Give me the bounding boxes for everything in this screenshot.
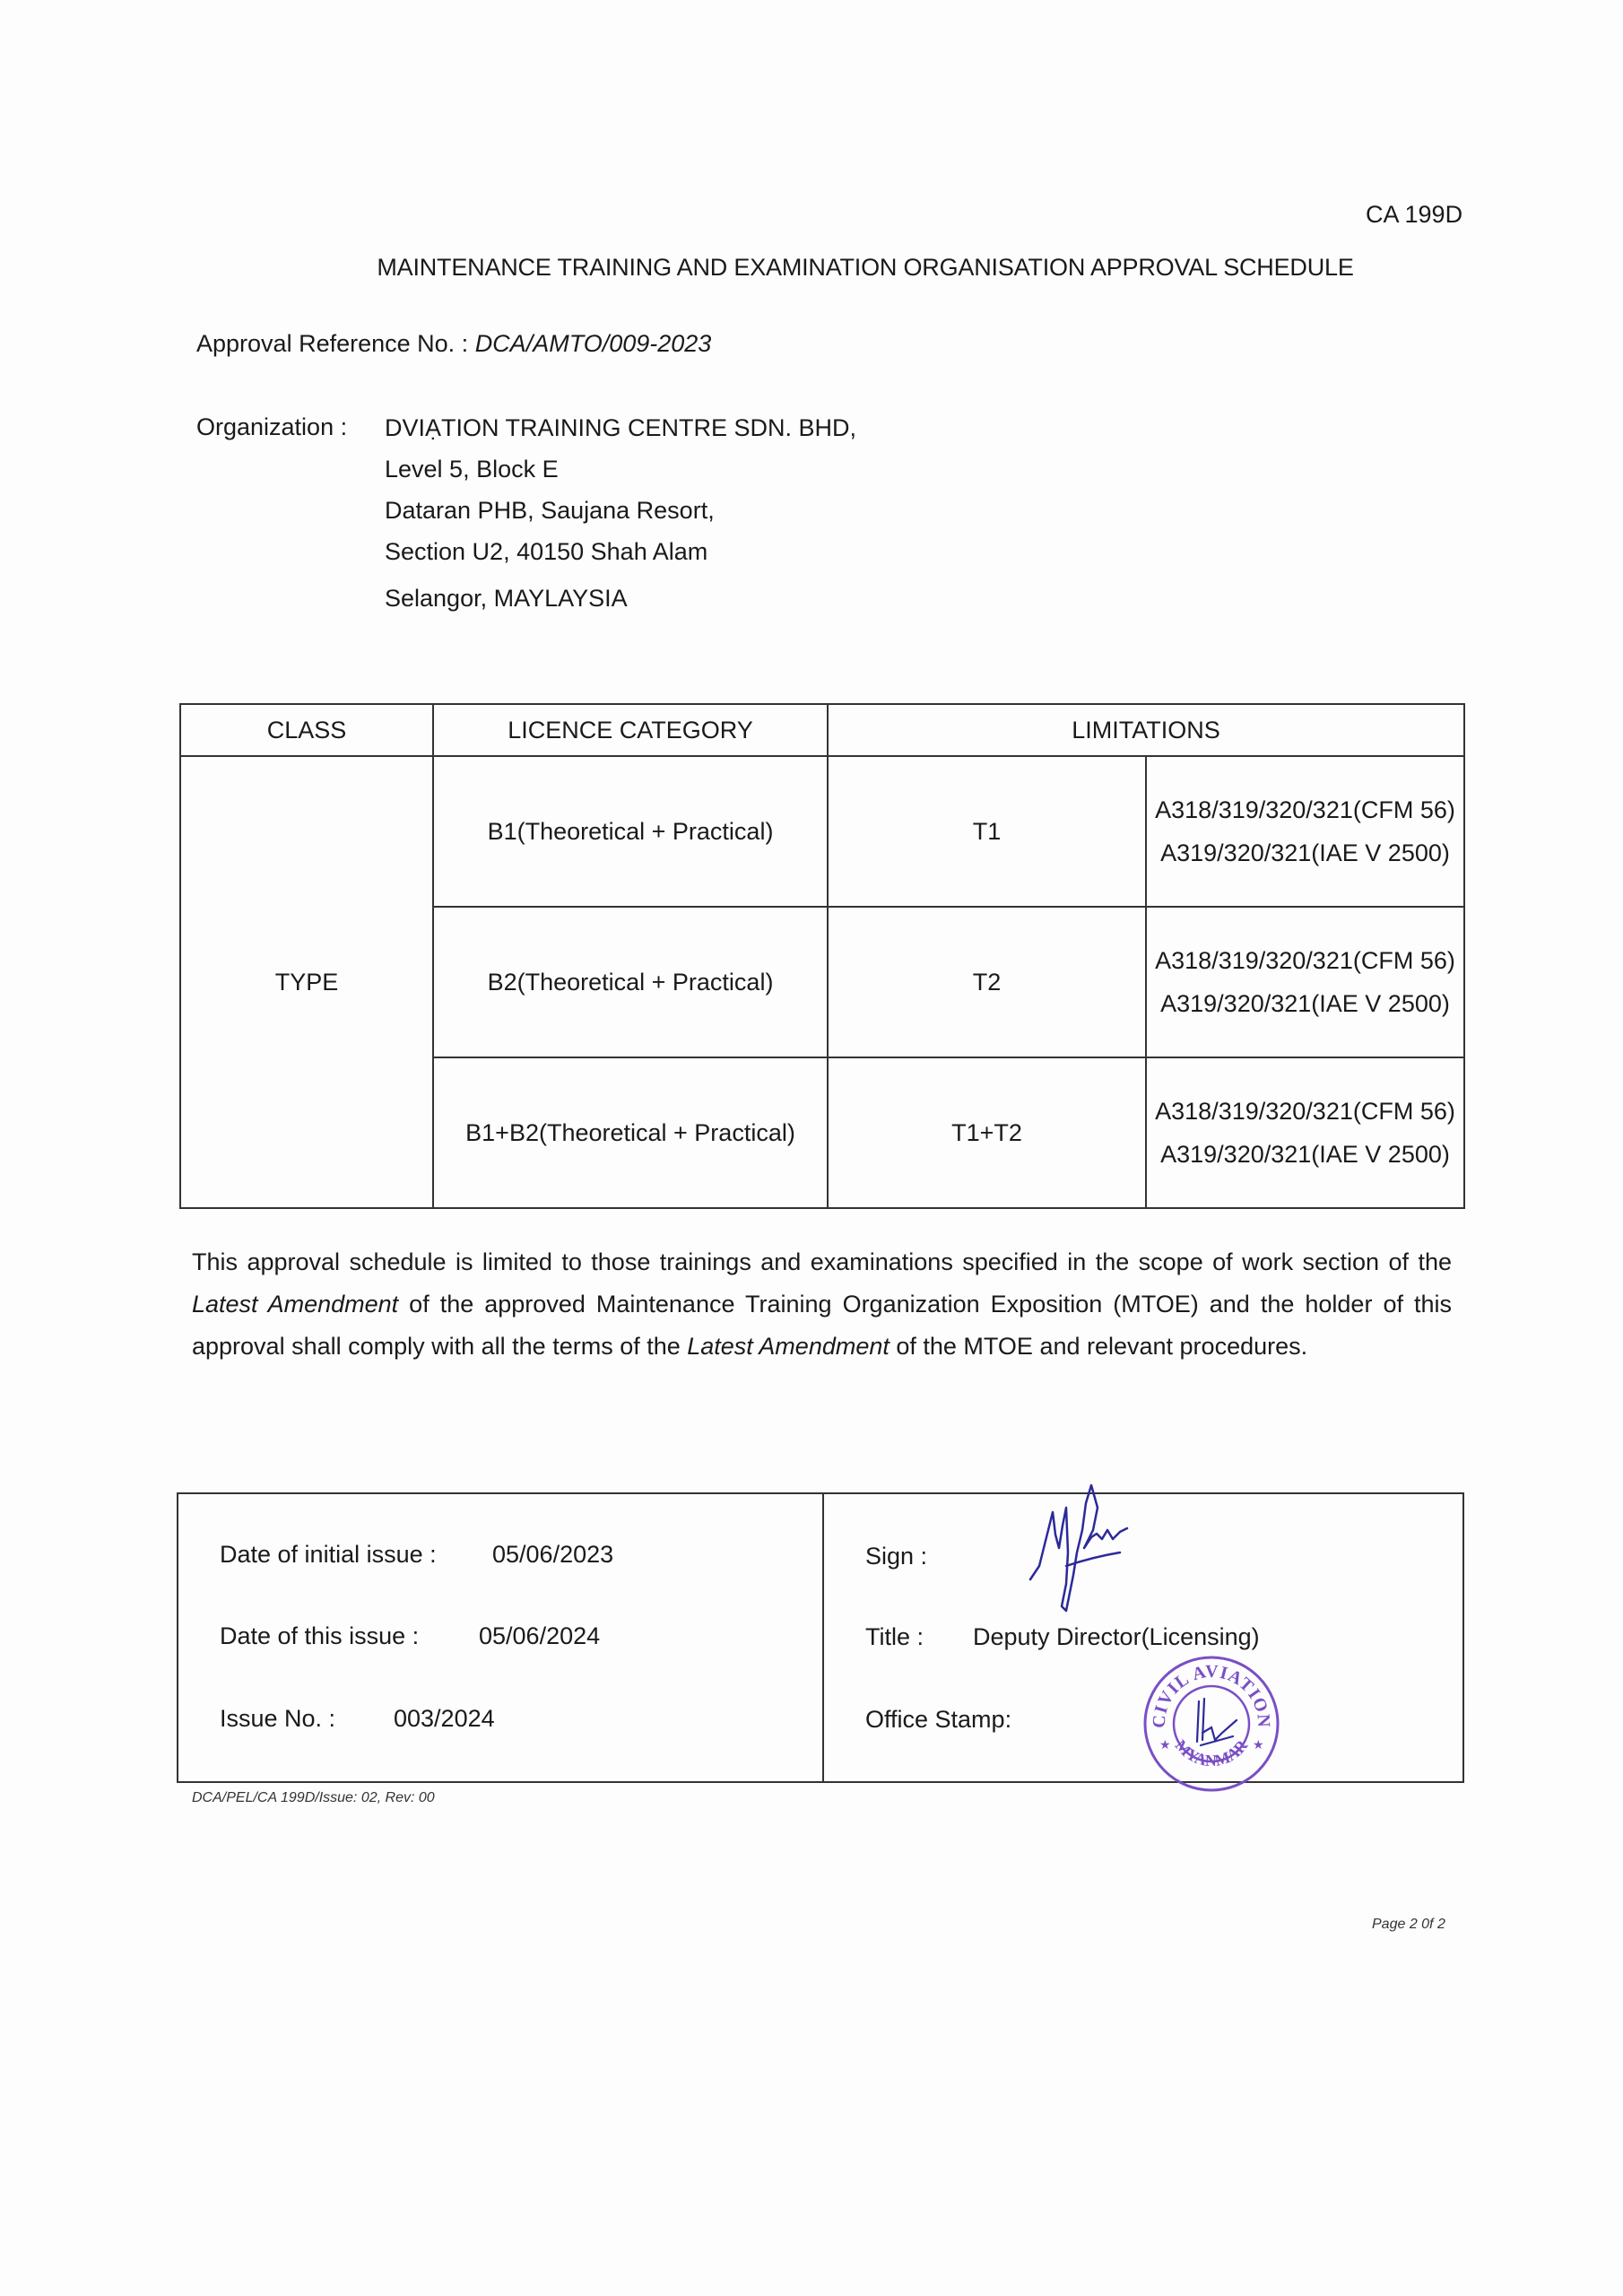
limitation-line: A318/319/320/321(CFM 56) [1155, 796, 1455, 823]
approval-reference-label: Approval Reference No. : [196, 330, 469, 357]
svg-text:★: ★ [1253, 1737, 1264, 1752]
limitations-cell [1146, 1057, 1464, 1208]
address-line: Section U2, 40150 Shah Alam [385, 538, 708, 565]
title-label: Title : [865, 1623, 924, 1650]
sign-label: Sign : [865, 1543, 928, 1570]
limitation-line: A319/320/321(IAE V 2500) [1160, 839, 1450, 866]
paragraph-text: This approval schedule is limited to those trainings and examinations specified in the scope of work section of the [192, 1248, 1452, 1275]
category-cell: B2(Theoretical + Practical) [433, 907, 828, 1057]
issue-no-label: Issue No. : [220, 1705, 336, 1732]
svg-text:CIVIL AVIATION [1150, 1662, 1274, 1728]
page-number: Page 2 0f 2 [1372, 1917, 1445, 1932]
stamp-bottom-text: MYANMAR [1171, 1735, 1252, 1770]
header-limitations: LIMITATIONS [828, 704, 1464, 756]
svg-text:★: ★ [1159, 1737, 1171, 1752]
form-reference-footer: DCA/PEL/CA 199D/Issue: 02, Rev: 00 [192, 1790, 435, 1805]
address-line: Selangor, MAYLAYSIA [385, 585, 628, 612]
type-cell: T1 [828, 756, 1146, 907]
civil-aviation-stamp-icon [1140, 1652, 1283, 1796]
class-cell: TYPE [180, 756, 433, 1208]
type-cell: T2 [828, 907, 1146, 1057]
category-cell: B1(Theoretical + Practical) [433, 756, 828, 907]
paragraph-text: of the MTOE and relevant procedures. [889, 1333, 1308, 1360]
emphasis-latest-amendment: Latest Amendment [192, 1291, 399, 1318]
title-value: Deputy Director(Licensing) [973, 1623, 1260, 1650]
issue-signoff-box [177, 1492, 1464, 1783]
scope-paragraph [192, 1241, 1452, 1368]
svg-text:MYANMAR [1172, 1735, 1252, 1770]
limitation-line: A318/319/320/321(CFM 56) [1155, 1098, 1455, 1125]
limitation-line: A318/319/320/321(CFM 56) [1155, 947, 1455, 974]
address-line: Dataran PHB, Saujana Resort, [385, 497, 715, 524]
header-class: CLASS [180, 704, 433, 756]
issue-no-value: 003/2024 [394, 1705, 495, 1732]
issue-details [178, 1494, 824, 1781]
table-row [180, 756, 1464, 907]
address-line: Level 5, Block E [385, 456, 559, 483]
form-code: CA 199D [1366, 201, 1463, 228]
office-stamp-label: Office Stamp: [865, 1706, 1012, 1733]
initial-issue-label: Date of initial issue : [220, 1541, 437, 1568]
this-issue-date: 05/06/2024 [479, 1622, 601, 1649]
category-cell: B1+B2(Theoretical + Practical) [433, 1057, 828, 1208]
signoff-details [824, 1494, 1462, 1781]
limitation-line: A319/320/321(IAE V 2500) [1160, 990, 1450, 1017]
initial-issue-date: 05/06/2023 [492, 1541, 614, 1568]
document-title: MAINTENANCE TRAINING AND EXAMINATION ORGANISATION APPROVAL SCHEDULE [377, 254, 1354, 281]
organization-address [385, 413, 856, 625]
approval-reference [196, 330, 711, 358]
paragraph-text: of the approved Maintenance Training Organization Exposition (MTOE) and the holder of this approval shall comply with all the terms of the [192, 1291, 1453, 1360]
limitations-table [179, 703, 1465, 1209]
organization-name: DVIẠTION TRAINING CENTRE SDN. BHD, [385, 414, 857, 441]
organization-label: Organization : [196, 413, 348, 440]
limitation-line: A319/320/321(IAE V 2500) [1160, 1141, 1450, 1168]
this-issue-label: Date of this issue : [220, 1622, 420, 1649]
approval-reference-value: DCA/AMTO/009-2023 [474, 330, 712, 357]
type-cell: T1+T2 [828, 1057, 1146, 1208]
signature-icon [976, 1467, 1156, 1647]
header-licence-category: LICENCE CATEGORY [433, 704, 828, 756]
table-header-row [180, 704, 1464, 756]
limitations-cell [1146, 907, 1464, 1057]
stamp-top-text: CIVIL AVIATION [1149, 1661, 1274, 1729]
emphasis-latest-amendment: Latest Amendment [687, 1333, 890, 1360]
limitations-cell [1146, 756, 1464, 907]
